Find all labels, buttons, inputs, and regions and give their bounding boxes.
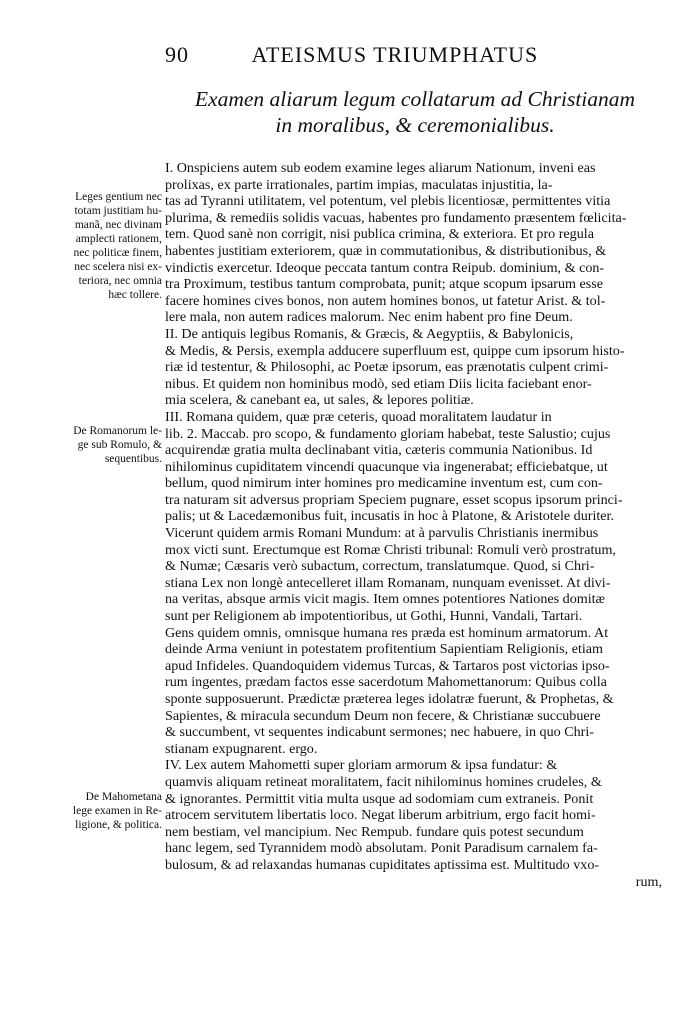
running-title: ATEISMUS TRIUMPHATUS bbox=[251, 42, 539, 67]
section-title-line2: in moralibus, & ceremonialibus. bbox=[275, 113, 555, 137]
body-line: na veritas, absque armis vicit magis. Item omnes potentiores Nationes domitæ bbox=[165, 591, 605, 608]
sidenote-romanorum bbox=[52, 424, 162, 466]
sidenote-line: teriora, nec omnia bbox=[78, 275, 162, 287]
body-line: habentes justitiam exteriorem, quæ in commutationibus, & distributionibus, & bbox=[165, 242, 607, 259]
body-line: rum ingentes, prædam factos esse sacerdotum Mahomettanorum: Quibus colla bbox=[165, 674, 607, 691]
body-line: & ignorantes. Permittit vitia multa usque ad sodomiam cum extraneis. Ponit bbox=[165, 790, 594, 807]
body-line: lere mala, non autem radices malorum. Nec enim habent pro fine Deum. bbox=[165, 309, 573, 326]
sidenote-line: manã, nec divinam bbox=[74, 219, 162, 231]
sidenote-line: ligione, & politica. bbox=[75, 819, 162, 831]
body-line: sponte supposuerunt. Prædictæ præterea leges idolatræ fuerunt, & Prophetas, & bbox=[165, 691, 614, 707]
body-text bbox=[165, 160, 670, 890]
body-line: atrocem servitutem libertatis loco. Negat liberum arbitrium, ergo facit homi- bbox=[165, 807, 596, 824]
body-line: quamvis aliquam retineat moralitatem, facit nihilominus homines crudeles, & bbox=[165, 773, 602, 790]
body-line: facere homines cives bonos, non autem homines bonos, ut fatetur Arist. & tol- bbox=[165, 292, 606, 309]
body-line: tra Proximum, testibus tantum comprobata, punit; atque scopum ipsarum esse bbox=[165, 276, 604, 293]
section-title bbox=[165, 86, 665, 138]
body-line: riæ id testentur, & Philosophi, ac Poetæ ipsorum, eas prænotatis culpent crimi- bbox=[165, 359, 609, 376]
body-line: deinde Arma veniunt in potestatem profitentium Sapientiam Religionis, etiam bbox=[165, 641, 603, 658]
body-line: apud Infideles. Quandoquidem videmus Turcas, & Tartaros post victorias ipso- bbox=[165, 657, 610, 674]
catchword: rum, bbox=[635, 873, 662, 890]
sidenote-line: nec politicæ finem, bbox=[73, 247, 162, 259]
page-header bbox=[165, 42, 665, 68]
body-line: II. De antiquis legibus Romanis, & Græcis, & Aegyptiis, & Babylonicis, bbox=[165, 325, 574, 342]
sidenote-line: totam justitiam hu- bbox=[74, 205, 162, 217]
body-line: stiana Lex non longè antecelleret illam Romanam, nunquam evenisset. At divi- bbox=[165, 574, 611, 591]
sidenote-line: amplecti rationem, bbox=[75, 233, 162, 245]
body-line: bulosum, & ad relaxandas humanas cupiditates aptissima est. Multitudo vxo- bbox=[165, 856, 600, 873]
body-line: bellum, quod nimirum inter homines pro medicamine inventum est, cum con- bbox=[165, 475, 603, 492]
body-line: palis; ut & Lacedæmonibus fuit, incusatis in hoc à Platone, & Aristotele duriter. bbox=[165, 508, 614, 525]
section-title-line1: Examen aliarum legum collatarum ad Christianam bbox=[194, 87, 636, 111]
body-line: Sapientes, & miracula secundum Deum non fecere, & Christianæ succubuere bbox=[165, 707, 601, 724]
sidenote-line: hæc tollere. bbox=[108, 289, 162, 301]
body-line: stianam expugnarent. ergo. bbox=[165, 740, 318, 757]
sidenote-leges-gentium bbox=[52, 190, 162, 302]
sidenote-line: sequentibus. bbox=[104, 453, 162, 465]
body-line: tas ad Tyranni utilitatem, vel potentum, vel plebis licentiosæ, permittentes vitia bbox=[165, 193, 611, 210]
sidenote-line: Leges gentium nec bbox=[75, 191, 162, 203]
body-line: acquirendæ gratia multa declinabant vitia, cæteris communia Nationibus. Id bbox=[165, 442, 593, 459]
body-line: nihilominus cupiditatem vincendi quacunque via ingenerabat; efficiebatque, ut bbox=[165, 458, 608, 475]
body-line: I. Onspiciens autem sub eodem examine leges aliarum Nationum, inveni eas bbox=[165, 160, 596, 176]
body-line: tem. Quod sanè non corrigit, nisi publica crimina, & exteriora. Et pro regula bbox=[165, 226, 594, 243]
page-number: 90 bbox=[165, 42, 189, 67]
body-line: lib. 2. Maccab. pro scopo, & fundamento gloriam habebat, teste Salustio; cujus bbox=[165, 425, 611, 442]
sidenote-mahometana bbox=[52, 790, 162, 832]
sidenote-line: nec scelera nisi ex- bbox=[74, 261, 162, 273]
body-line: tra naturam sit adversus propriam Speciem pugnare, esset scopus ipsorum princi- bbox=[165, 491, 623, 508]
body-line: hanc legem, sed Tyrannidem modò absolutam. Ponit Paradisum carnalem fa- bbox=[165, 840, 598, 857]
body-line: IV. Lex autem Mahometti super gloriam armorum & ipsa fundatur: & bbox=[165, 757, 558, 774]
body-line: & succumbent, vt sequentes indicabunt sermones; nec habuere, in quo Chri- bbox=[165, 724, 594, 741]
sidenote-line: ge sub Romulo, & bbox=[77, 439, 162, 451]
body-line: Gens quidem omnis, omnisque humana res præda est hominum armatorum. At bbox=[165, 624, 609, 641]
body-line: & Medis, & Persis, exempla adducere superfluum est, quippe cum ipsorum histo- bbox=[165, 342, 625, 359]
body-line: nem bestiam, vel mancipium. Nec Rempub. fundare quis potest secundum bbox=[165, 823, 584, 840]
body-line: vindictis exercetur. Ideoque peccata tantum contra Reipub. dominium, & con- bbox=[165, 259, 605, 276]
body-line: & Numæ; Cæsaris verò subactum, correctum, translatumque. Quod, si Chri- bbox=[165, 558, 595, 575]
body-line: mox victi sunt. Erectumque est Romæ Christi tribunal: Romuli verò prostratum, bbox=[165, 541, 616, 558]
body-line: nibus. Et quidem non hominibus modò, sed etiam Diis licita faciebant enor- bbox=[165, 375, 592, 392]
body-line: prolixas, ex parte irrationales, partim impias, maculatas injustitia, la- bbox=[165, 176, 553, 193]
sidenote-line: De Romanorum le- bbox=[73, 425, 162, 437]
body-line: plurima, & remediis solidis vacuas, habentes pro fundamento præsentem fœlicita- bbox=[165, 209, 627, 226]
body-line: III. Romana quidem, quæ præ ceteris, quoad moralitatem laudatur in bbox=[165, 408, 552, 425]
body-line: sunt per Religionem ab impotentioribus, ut Gothi, Hunni, Vandali, Tartari. bbox=[165, 608, 583, 625]
sidenote-line: De Mahometana bbox=[85, 791, 162, 803]
body-line: mia scelera, & canebant ea, ut sales, & lepores politiæ. bbox=[165, 392, 474, 409]
body-line: Vicerunt quidem armis Romani Mundum: at à parvulis Christianis inermibus bbox=[165, 525, 599, 542]
sidenote-line: lege examen in Re- bbox=[72, 805, 162, 817]
